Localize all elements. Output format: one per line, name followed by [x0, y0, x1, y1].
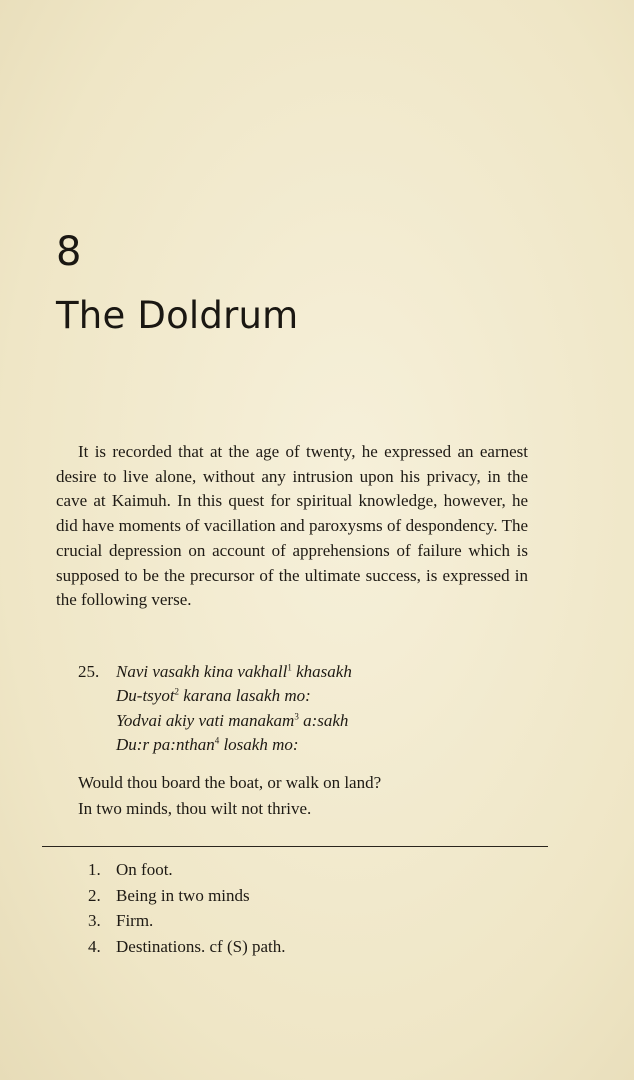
footnote-item: [88, 857, 508, 883]
verse-line: [116, 660, 498, 684]
footnote-text: Firm.: [116, 911, 154, 930]
verse-line-text: Du-tsyot: [116, 686, 175, 706]
intro-paragraph: [56, 440, 528, 613]
footnote-marker: 3: [294, 710, 299, 721]
verse-line-tail: khasakh: [291, 662, 352, 681]
verse-line-text: Yodvai akiy vati manakam: [116, 710, 295, 730]
verse-line-text: Du:r pa:nthan: [116, 734, 215, 754]
verse-translation: [78, 770, 518, 822]
footnote-number: 1.: [88, 860, 101, 879]
verse-line-tail: losakh mo:: [219, 734, 299, 754]
footnote-item: [88, 908, 508, 934]
footnote-text: Being in two minds: [116, 885, 250, 905]
verse-block: [78, 660, 498, 757]
translation-line: In two minds, thou wilt not thrive.: [78, 799, 312, 818]
verse-line-tail: karana lasakh mo:: [179, 686, 311, 706]
footnote-text: On foot.: [116, 860, 173, 879]
footnote-text: Destinations. cf (S) path.: [116, 936, 286, 956]
verse-number: 25.: [78, 662, 100, 681]
verse-lines: [116, 660, 498, 757]
verse-line: [116, 709, 498, 733]
footnote-number: 3.: [88, 911, 101, 930]
footnote-item: [88, 934, 508, 960]
footnote-divider: [42, 846, 548, 847]
footnote-number: 4.: [88, 936, 101, 956]
footnote-marker: 4: [214, 735, 220, 746]
chapter-number: 8: [56, 229, 82, 275]
footnote-marker: 1: [287, 662, 292, 673]
verse-line-text: Navi vasakh kina vakhall: [116, 662, 288, 681]
chapter-title: The Doldrum: [56, 294, 299, 337]
footnote-item: [88, 883, 508, 909]
verse-line: [116, 684, 498, 708]
verse-line-tail: a:sakh: [298, 710, 349, 730]
footnote-marker: 2: [174, 686, 180, 697]
intro-text: It is recorded that at the age of twenty, he expressed an earnest desire to live alone, without any intrusion upon his privacy, in the cave at Kaimuh. In this quest for spiritual knowledge, however, he did have moments of vacillation and paroxysms of despondency. The crucial depression on account of apprehensions of failure which is supposed to be the precursor of the ultimate success, is expressed in the following verse.: [56, 442, 528, 610]
translation-line: Would thou board the boat, or walk on land?: [78, 773, 382, 792]
verse-line: [116, 733, 498, 757]
footnotes-list: [88, 857, 508, 959]
footnote-number: 2.: [88, 885, 101, 905]
